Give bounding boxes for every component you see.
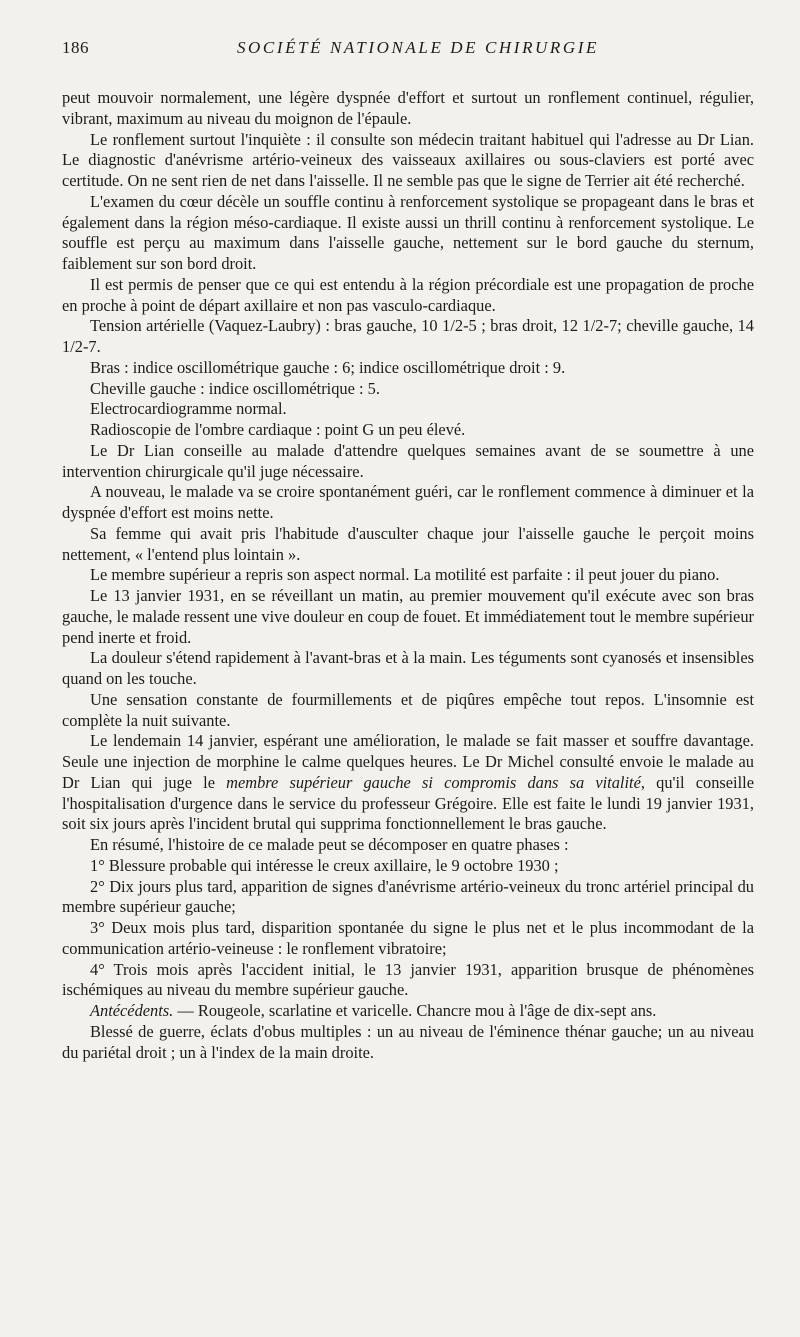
summary-phase: 1° Blessure probable qui intéresse le creux axillaire, le 9 octobre 1930 ; xyxy=(90,855,559,875)
body-text xyxy=(62,88,754,1063)
paragraph: Blessé de guerre, éclats d'obus multiples : un au niveau de l'éminence thénar gauche; un au niveau du pariétal droit ; un à l'index de la main droite. xyxy=(62,1021,754,1062)
paragraph: Le ronflement surtout l'inquiète : il consulte son médecin traitant habituel qui l'adresse au Dr Lian. Le diagnostic d'anévrisme artério-veineux des vaisseaux axillaires ou sous-claviers est porté avec certitude. On ne sent rien de net dans l'aisselle. Il ne semble pas que le signe de Terrier ait été recherché. xyxy=(62,129,754,190)
running-title: SOCIÉTÉ NATIONALE DE CHIRURGIE xyxy=(236,38,600,57)
paragraph: Le 13 janvier 1931, en se réveillant un matin, au premier mouvement qu'il exécute avec son bras gauche, le malade ressent une vive douleur en coup de fouet. Et immédiatement tout le membre supérieur pend inerte et froid. xyxy=(62,586,754,647)
paragraph: Cheville gauche : indice oscillométrique : 5. xyxy=(90,378,380,398)
paragraph: Sa femme qui avait pris l'habitude d'ausculter chaque jour l'aisselle gauche le perçoit moins nettement, « l'entend plus lointain ». xyxy=(62,523,754,564)
paragraph: Le Dr Lian conseille au malade d'attendre quelques semaines avant de se soumettre à une intervention chirurgicale qu'il juge nécessaire. xyxy=(62,440,754,481)
paragraph: L'examen du cœur décèle un souffle continu à renforcement systolique se propageant dans le bras et également dans la région méso-cardiaque. Il existe aussi un thrill continu à renforcement systolique. Le souffle est perçu au maximum dans l'aisselle gauche, nettement sur le bord gauche du sternum, faiblement sur son bord droit. xyxy=(62,191,754,273)
text-run: , qu'il conseille l'hospitalisation d'urgence dans le service du professeur Grégoire. Elle est faite le lundi 19 janvier 1931, soit six jours après l'incident brutal qui supprima fonctionnellement le bras gauche. xyxy=(62,772,754,834)
page-header xyxy=(62,38,754,62)
paragraph: peut mouvoir normalement, une légère dyspnée d'effort et surtout un ronflement continuel, régulier, vibrant, maximum au niveau du moignon de l'épaule. xyxy=(62,88,754,128)
summary-phase: 4° Trois mois après l'accident initial, le 13 janvier 1931, apparition brusque de phénomènes ischémiques au niveau du membre supérieur gauche. xyxy=(62,959,754,1000)
paragraph: A nouveau, le malade va se croire spontanément guéri, car le ronflement commence à diminuer et la dyspnée d'effort est moins nette. xyxy=(62,482,754,522)
paragraph: Tension artérielle (Vaquez-Laubry) : bras gauche, 10 1/2-5 ; bras droit, 12 1/2-7; cheville gauche, 14 1/2-7. xyxy=(62,316,754,356)
paragraph: Il est permis de penser que ce qui est entendu à la région précordiale est une propagation de proche en proche à point de départ axillaire et non pas vasculo-cardiaque. xyxy=(62,274,754,315)
document-page xyxy=(62,38,754,1063)
paragraph: Bras : indice oscillométrique gauche : 6; indice oscillométrique droit : 9. xyxy=(90,357,566,377)
antecedents-label: Antécédents. xyxy=(90,1001,174,1020)
page-number: 186 xyxy=(62,38,89,57)
summary-phase: 2° Dix jours plus tard, apparition de signes d'anévrisme artério-veineux du tronc artériel principal du membre supérieur gauche; xyxy=(62,876,754,917)
summary-phase: 3° Deux mois plus tard, disparition spontanée du signe le plus net et le plus incommodant de la communication artério-veineuse : le ronflement vibratoire; xyxy=(62,918,754,958)
paragraph: La douleur s'étend rapidement à l'avant-bras et à la main. Les téguments sont cyanosés et insensibles quand on les touche. xyxy=(62,648,754,688)
summary-paragraph: En résumé, l'histoire de ce malade peut se décomposer en quatre phases : xyxy=(90,835,569,854)
paragraph: Radioscopie de l'ombre cardiaque : point G un peu élevé. xyxy=(90,420,466,439)
paragraph: Une sensation constante de fourmillements et de piqûres empêche tout repos. L'insomnie est complète la nuit suivante. xyxy=(62,689,754,730)
antecedents-text: — Rougeole, scarlatine et varicelle. Chancre mou à l'âge de dix-sept ans. xyxy=(173,1001,657,1020)
paragraph: Le membre supérieur a repris son aspect normal. La motilité est parfaite : il peut jouer du piano. xyxy=(90,565,720,585)
text-run: Le lendemain 14 janvier, espérant une amélioration, le malade se fait masser et souffre davantage. Seule une injection de morphine le calme quelques heures. Le Dr Michel consulté envoie le malade au Dr Lian qui juge le xyxy=(62,731,754,792)
italic-emphasis: membre supérieur gauche si compromis dans sa vitalité xyxy=(226,772,641,792)
paragraph: Electrocardiogramme normal. xyxy=(90,399,287,419)
antecedents-paragraph xyxy=(62,1001,754,1022)
paragraph-lendemain xyxy=(62,731,754,835)
